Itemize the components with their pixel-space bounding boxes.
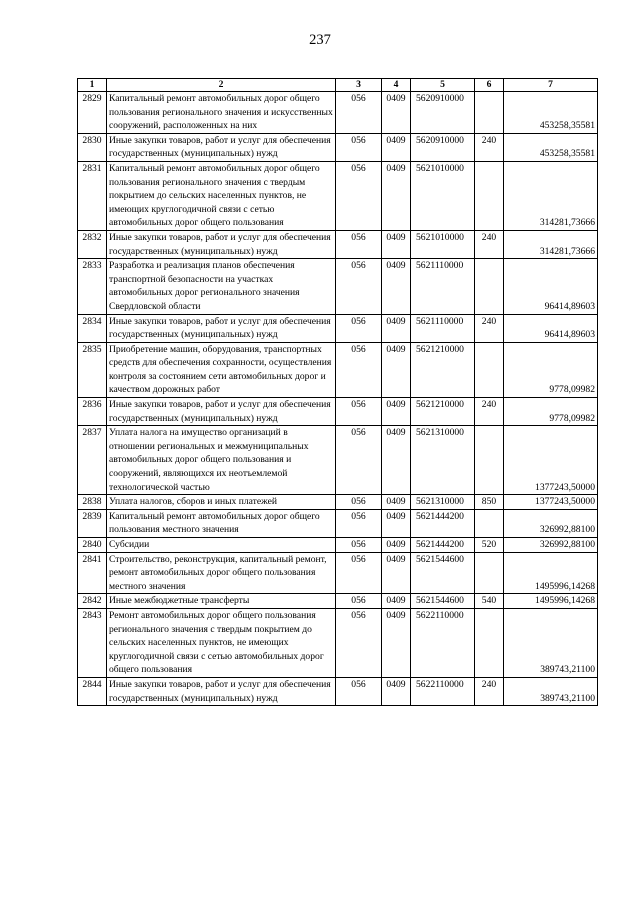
table-row bbox=[78, 398, 598, 426]
target-code: 5621444200 bbox=[411, 509, 475, 537]
section-code: 0409 bbox=[382, 426, 411, 495]
expense-type-code: 540 bbox=[475, 594, 504, 609]
row-number: 2830 bbox=[78, 133, 107, 161]
expense-name: Капитальный ремонт автомобильных дорог общего пользования регионального значения и искусственных сооружений, расположенных на них bbox=[107, 92, 336, 134]
table-row bbox=[78, 161, 598, 230]
expense-type-code: 850 bbox=[475, 495, 504, 510]
expense-type-code bbox=[475, 92, 504, 134]
expense-type-code: 520 bbox=[475, 538, 504, 553]
amount: 326992,88100 bbox=[504, 509, 598, 537]
section-code: 0409 bbox=[382, 133, 411, 161]
table-row bbox=[78, 230, 598, 258]
section-code: 0409 bbox=[382, 92, 411, 134]
section-code: 0409 bbox=[382, 677, 411, 705]
target-code: 5621544600 bbox=[411, 552, 475, 594]
expense-name: Капитальный ремонт автомобильных дорог общего пользования регионального значения с твердым покрытием до сельских населенных пунктов, не имеющих круглогодичной связи с сетью автомобильных дорог общего пользования bbox=[107, 161, 336, 230]
target-code: 5621110000 bbox=[411, 314, 475, 342]
target-code: 5621310000 bbox=[411, 426, 475, 495]
amount: 314281,73666 bbox=[504, 230, 598, 258]
table-row bbox=[78, 509, 598, 537]
expense-name: Иные закупки товаров, работ и услуг для обеспечения государственных (муниципальных) нужд bbox=[107, 398, 336, 426]
expense-type-code bbox=[475, 608, 504, 677]
expense-name: Иные закупки товаров, работ и услуг для обеспечения государственных (муниципальных) нужд bbox=[107, 677, 336, 705]
target-code: 5622110000 bbox=[411, 677, 475, 705]
admin-code: 056 bbox=[336, 314, 382, 342]
expense-name: Субсидии bbox=[107, 538, 336, 553]
amount: 96414,89603 bbox=[504, 259, 598, 314]
admin-code: 056 bbox=[336, 509, 382, 537]
amount: 389743,21100 bbox=[504, 608, 598, 677]
target-code: 5620910000 bbox=[411, 92, 475, 134]
expense-name: Иные межбюджетные трансферты bbox=[107, 594, 336, 609]
target-code: 5621310000 bbox=[411, 495, 475, 510]
amount: 314281,73666 bbox=[504, 161, 598, 230]
expense-name: Ремонт автомобильных дорог общего пользования регионального значения с твердым покрытием до сельских населенных пунктов, не имеющих круглогодичной связи с сетью автомобильных дорог общего пользования bbox=[107, 608, 336, 677]
admin-code: 056 bbox=[336, 538, 382, 553]
expense-type-code: 240 bbox=[475, 677, 504, 705]
row-number: 2834 bbox=[78, 314, 107, 342]
expense-type-code: 240 bbox=[475, 230, 504, 258]
column-header: 3 bbox=[336, 79, 382, 92]
row-number: 2844 bbox=[78, 677, 107, 705]
target-code: 5620910000 bbox=[411, 133, 475, 161]
expense-name: Разработка и реализация планов обеспечения транспортной безопасности на участках автомобильных дорог регионального значения Свердловской области bbox=[107, 259, 336, 314]
admin-code: 056 bbox=[336, 426, 382, 495]
section-code: 0409 bbox=[382, 314, 411, 342]
expense-type-code bbox=[475, 509, 504, 537]
amount: 326992,88100 bbox=[504, 538, 598, 553]
column-header: 6 bbox=[475, 79, 504, 92]
amount: 1495996,14268 bbox=[504, 552, 598, 594]
table-body bbox=[78, 92, 598, 706]
row-number: 2837 bbox=[78, 426, 107, 495]
page-number: 237 bbox=[309, 32, 331, 48]
table-header-row bbox=[78, 79, 598, 92]
expense-name: Иные закупки товаров, работ и услуг для обеспечения государственных (муниципальных) нужд bbox=[107, 230, 336, 258]
table-row bbox=[78, 259, 598, 314]
column-header: 2 bbox=[107, 79, 336, 92]
amount: 1495996,14268 bbox=[504, 594, 598, 609]
section-code: 0409 bbox=[382, 608, 411, 677]
expense-name: Уплата налогов, сборов и иных платежей bbox=[107, 495, 336, 510]
target-code: 5622110000 bbox=[411, 608, 475, 677]
target-code: 5621210000 bbox=[411, 342, 475, 397]
section-code: 0409 bbox=[382, 398, 411, 426]
amount: 1377243,50000 bbox=[504, 495, 598, 510]
column-header: 7 bbox=[504, 79, 598, 92]
amount: 389743,21100 bbox=[504, 677, 598, 705]
expense-type-code bbox=[475, 161, 504, 230]
row-number: 2833 bbox=[78, 259, 107, 314]
admin-code: 056 bbox=[336, 677, 382, 705]
section-code: 0409 bbox=[382, 230, 411, 258]
target-code: 5621010000 bbox=[411, 161, 475, 230]
table-row bbox=[78, 677, 598, 705]
expense-name: Строительство, реконструкция, капитальный ремонт, ремонт автомобильных дорог общего пользования местного значения bbox=[107, 552, 336, 594]
admin-code: 056 bbox=[336, 398, 382, 426]
amount: 9778,09982 bbox=[504, 342, 598, 397]
section-code: 0409 bbox=[382, 552, 411, 594]
admin-code: 056 bbox=[336, 342, 382, 397]
expense-name: Иные закупки товаров, работ и услуг для обеспечения государственных (муниципальных) нужд bbox=[107, 133, 336, 161]
row-number: 2842 bbox=[78, 594, 107, 609]
admin-code: 056 bbox=[336, 133, 382, 161]
table-row bbox=[78, 314, 598, 342]
section-code: 0409 bbox=[382, 509, 411, 537]
target-code: 5621110000 bbox=[411, 259, 475, 314]
amount: 453258,35581 bbox=[504, 133, 598, 161]
table-row bbox=[78, 608, 598, 677]
table-row bbox=[78, 552, 598, 594]
admin-code: 056 bbox=[336, 495, 382, 510]
amount: 1377243,50000 bbox=[504, 426, 598, 495]
expense-name: Иные закупки товаров, работ и услуг для обеспечения государственных (муниципальных) нужд bbox=[107, 314, 336, 342]
target-code: 5621010000 bbox=[411, 230, 475, 258]
row-number: 2829 bbox=[78, 92, 107, 134]
admin-code: 056 bbox=[336, 608, 382, 677]
row-number: 2831 bbox=[78, 161, 107, 230]
amount: 9778,09982 bbox=[504, 398, 598, 426]
expense-type-code: 240 bbox=[475, 398, 504, 426]
expense-name: Капитальный ремонт автомобильных дорог общего пользования местного значения bbox=[107, 509, 336, 537]
admin-code: 056 bbox=[336, 92, 382, 134]
column-header: 1 bbox=[78, 79, 107, 92]
table-row bbox=[78, 594, 598, 609]
section-code: 0409 bbox=[382, 259, 411, 314]
admin-code: 056 bbox=[336, 594, 382, 609]
expense-type-code: 240 bbox=[475, 133, 504, 161]
row-number: 2841 bbox=[78, 552, 107, 594]
table-row bbox=[78, 495, 598, 510]
target-code: 5621544600 bbox=[411, 594, 475, 609]
expense-type-code: 240 bbox=[475, 314, 504, 342]
column-header: 5 bbox=[411, 79, 475, 92]
budget-table bbox=[77, 78, 598, 706]
row-number: 2838 bbox=[78, 495, 107, 510]
section-code: 0409 bbox=[382, 495, 411, 510]
admin-code: 056 bbox=[336, 161, 382, 230]
expense-type-code bbox=[475, 552, 504, 594]
expense-name: Приобретение машин, оборудования, транспортных средств для обеспечения сохранности, осуществления контроля за состоянием сети автомобильных дорог и качеством дорожных работ bbox=[107, 342, 336, 397]
amount: 96414,89603 bbox=[504, 314, 598, 342]
section-code: 0409 bbox=[382, 342, 411, 397]
expense-type-code bbox=[475, 426, 504, 495]
admin-code: 056 bbox=[336, 230, 382, 258]
table-row bbox=[78, 342, 598, 397]
target-code: 5621444200 bbox=[411, 538, 475, 553]
admin-code: 056 bbox=[336, 259, 382, 314]
row-number: 2832 bbox=[78, 230, 107, 258]
section-code: 0409 bbox=[382, 538, 411, 553]
section-code: 0409 bbox=[382, 161, 411, 230]
row-number: 2836 bbox=[78, 398, 107, 426]
table-row bbox=[78, 538, 598, 553]
expense-type-code bbox=[475, 342, 504, 397]
column-header: 4 bbox=[382, 79, 411, 92]
amount: 453258,35581 bbox=[504, 92, 598, 134]
expense-name: Уплата налога на имущество организаций в отношении региональных и межмуниципальных автомобильных дорог общего пользования и сооружений, являющихся их неотъемлемой технологической частью bbox=[107, 426, 336, 495]
table-row bbox=[78, 426, 598, 495]
expense-type-code bbox=[475, 259, 504, 314]
row-number: 2840 bbox=[78, 538, 107, 553]
table-row bbox=[78, 92, 598, 134]
row-number: 2843 bbox=[78, 608, 107, 677]
section-code: 0409 bbox=[382, 594, 411, 609]
admin-code: 056 bbox=[336, 552, 382, 594]
row-number: 2839 bbox=[78, 509, 107, 537]
table-row bbox=[78, 133, 598, 161]
row-number: 2835 bbox=[78, 342, 107, 397]
target-code: 5621210000 bbox=[411, 398, 475, 426]
